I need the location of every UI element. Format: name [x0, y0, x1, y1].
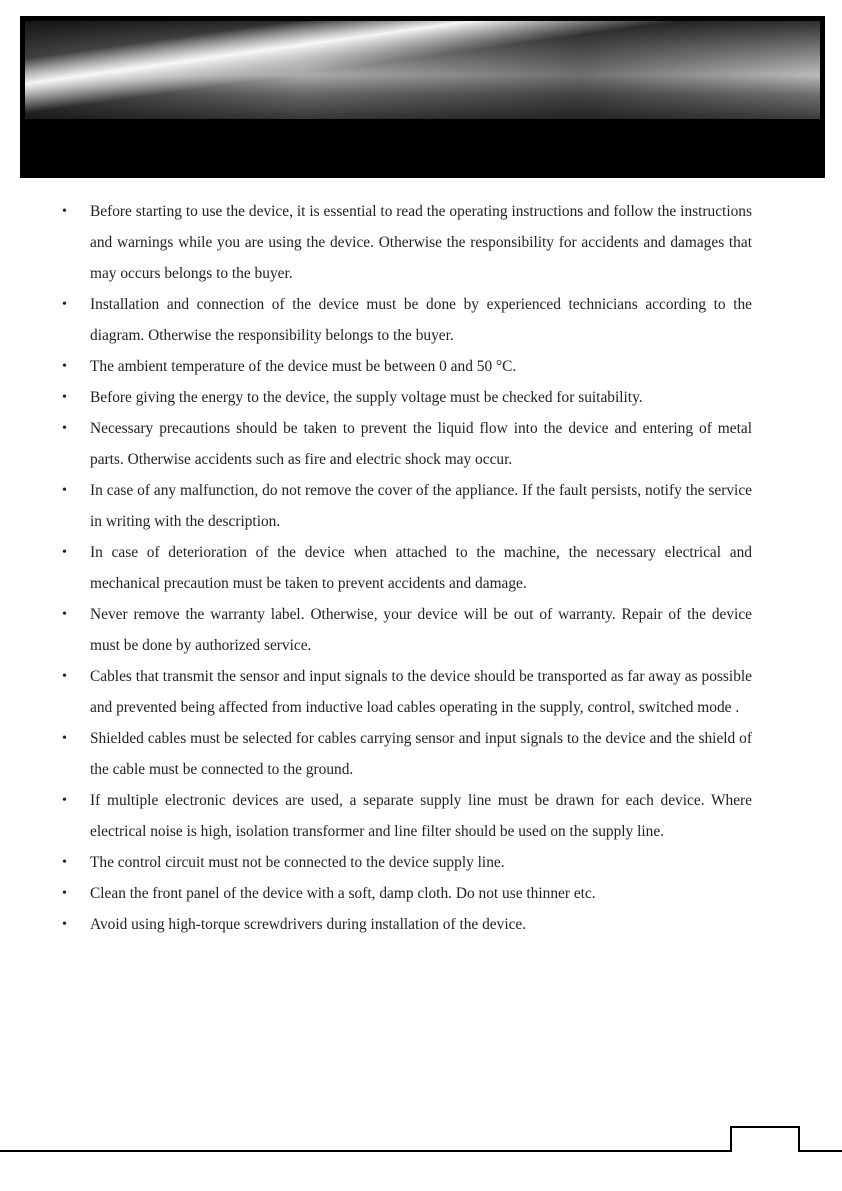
bullet-icon: • [62, 731, 67, 746]
warning-text: Clean the front panel of the device with a soft, damp cloth. Do not use thinner etc. [90, 885, 596, 902]
warning-item [60, 289, 752, 351]
safety-warnings-section [60, 196, 752, 940]
warning-text: The ambient temperature of the device must be between 0 and 50 °C. [90, 358, 517, 375]
bullet-icon: • [62, 886, 67, 901]
warning-text: Necessary precautions should be taken to prevent the liquid flow into the device and entering of metal parts. Otherwise accidents such as fire and electric shock may occur. [90, 420, 752, 468]
warning-text: Avoid using high-torque screwdrivers during installation of the device. [90, 916, 527, 933]
warning-text: Cables that transmit the sensor and input signals to the device should be transported as far away as possible and prevented being affected from inductive load cables operating in the supply, control, switched mode . [90, 668, 752, 716]
header-title-band [20, 119, 825, 178]
page-number-box [730, 1126, 800, 1152]
warning-item [60, 847, 752, 878]
warning-item [60, 475, 752, 537]
warning-item [60, 785, 752, 847]
bullet-icon: • [62, 390, 67, 405]
warning-text: Before starting to use the device, it is essential to read the operating instructions and follow the instructions and warnings while you are using the device. Otherwise the responsibility for accidents and damages that may occurs belongs to the buyer. [90, 203, 752, 282]
warning-item [60, 537, 752, 599]
warning-item [60, 878, 752, 909]
warning-text: Never remove the warranty label. Otherwise, your device will be out of warranty. Repair of the device must be done by authorized service. [90, 606, 752, 654]
warning-item [60, 351, 752, 382]
warning-text: Before giving the energy to the device, the supply voltage must be checked for suitability. [90, 389, 643, 406]
bullet-icon: • [62, 204, 67, 219]
warning-text: Installation and connection of the device must be done by experienced technicians according to the diagram. Otherwise the responsibility belongs to the buyer. [90, 296, 752, 344]
warning-item [60, 599, 752, 661]
bullet-icon: • [62, 421, 67, 436]
warning-item [60, 661, 752, 723]
bullet-icon: • [62, 545, 67, 560]
footer-rule [0, 1150, 842, 1152]
warning-item [60, 723, 752, 785]
bullet-icon: • [62, 917, 67, 932]
bullet-icon: • [62, 793, 67, 808]
warning-item [60, 909, 752, 940]
header-banner [20, 16, 825, 178]
header-metallic-strip [25, 21, 820, 119]
bullet-icon: • [62, 483, 67, 498]
warning-text: If multiple electronic devices are used, a separate supply line must be drawn for each device. Where electrical noise is high, isolation transformer and line filter should be used on the supply line. [90, 792, 752, 840]
warnings-list [60, 196, 752, 940]
bullet-icon: • [62, 607, 67, 622]
bullet-icon: • [62, 669, 67, 684]
warning-item [60, 413, 752, 475]
bullet-icon: • [62, 855, 67, 870]
warning-text: Shielded cables must be selected for cables carrying sensor and input signals to the device and the shield of the cable must be connected to the ground. [90, 730, 752, 778]
warning-item [60, 382, 752, 413]
bullet-icon: • [62, 297, 67, 312]
warning-text: The control circuit must not be connected to the device supply line. [90, 854, 505, 871]
bullet-icon: • [62, 359, 67, 374]
warning-text: In case of deterioration of the device when attached to the machine, the necessary electrical and mechanical precaution must be taken to prevent accidents and damage. [90, 544, 752, 592]
warning-text: In case of any malfunction, do not remove the cover of the appliance. If the fault persists, notify the service in writing with the description. [90, 482, 752, 530]
warning-item [60, 196, 752, 289]
